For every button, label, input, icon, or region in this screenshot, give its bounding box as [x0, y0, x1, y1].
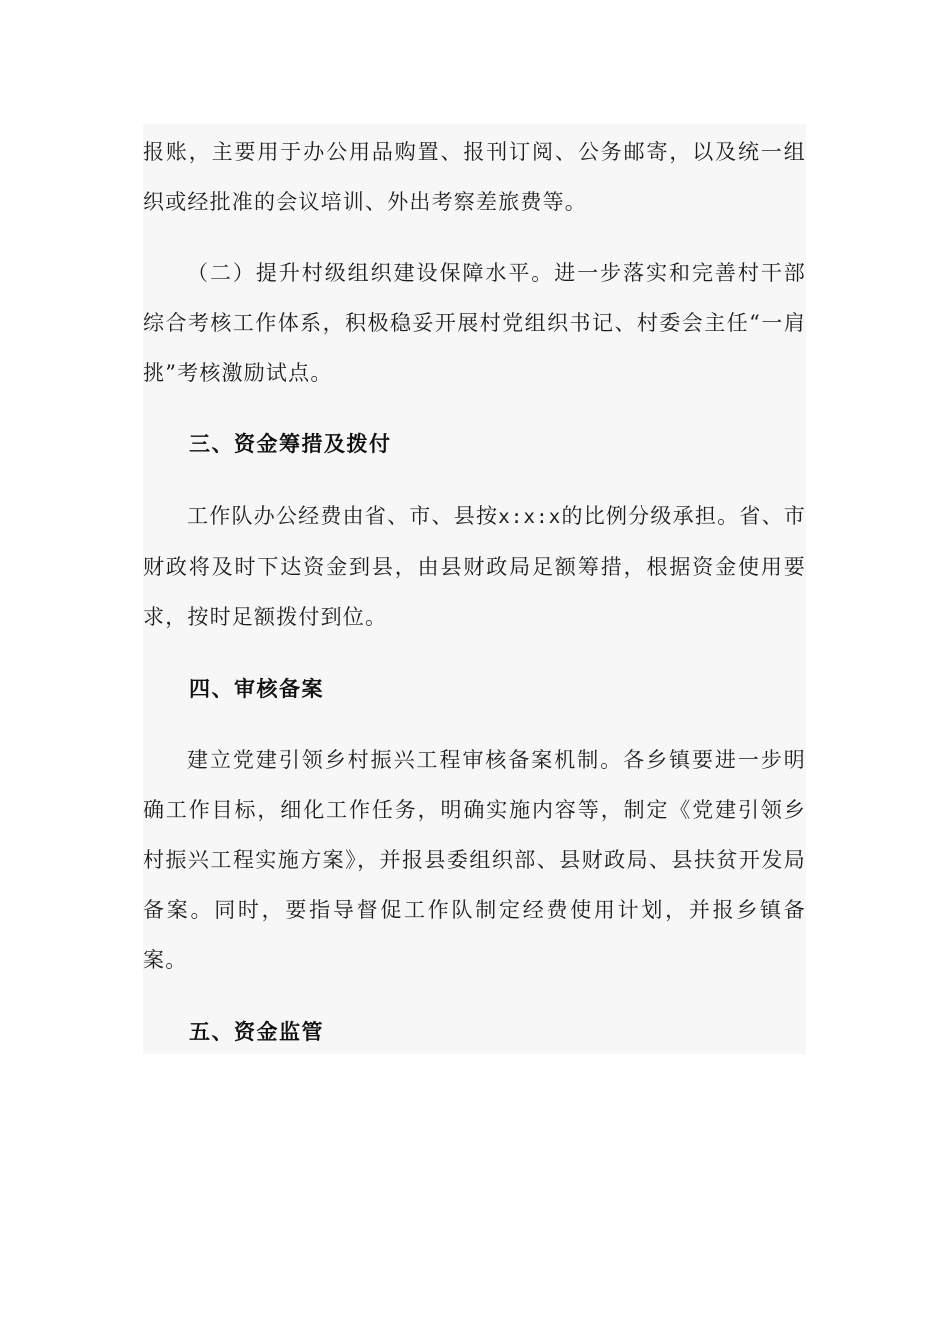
- heading-review-filing: 四、审核备案: [189, 676, 324, 701]
- heading-fund-raising: 三、资金筹措及拨付: [189, 431, 392, 456]
- fund-allocation-text-before: 工作队办公经费由省、市、县按: [187, 504, 499, 528]
- paragraph-village-organization: （二）提升村级组织建设保障水平。进一步落实和完善村干部综合考核工作体系，积极稳妥开展村党组织书记、村委会主任“一肩挑”考核激励试点。: [143, 261, 806, 385]
- fund-allocation-text-after: 的比例分级承担。省、市财政将及时下达资金到县，由县财政局足额筹措，根据资金使用要求，按时足额拨付到位。: [143, 504, 806, 629]
- document-body: [143, 124, 806, 1054]
- fund-ratio: x:x:x: [498, 506, 562, 528]
- heading-fund-supervision: 五、资金监管: [189, 1019, 324, 1044]
- paragraph-review-mechanism: 建立党建引领乡村振兴工程审核备案机制。各乡镇要进一步明确工作目标，细化工作任务，明确实施内容等，制定《党建引领乡村振兴工程实施方案》，并报县委组织部、县财政局、县扶贫开发局备案。同时，要指导督促工作队制定经费使用计划，并报乡镇备案。: [143, 748, 806, 972]
- paragraph-fund-allocation: [143, 491, 806, 642]
- paragraph-expense-usage: 报账，主要用于办公用品购置、报刊订阅、公务邮寄，以及统一组织或经批准的会议培训、外出考察差旅费等。: [143, 140, 806, 214]
